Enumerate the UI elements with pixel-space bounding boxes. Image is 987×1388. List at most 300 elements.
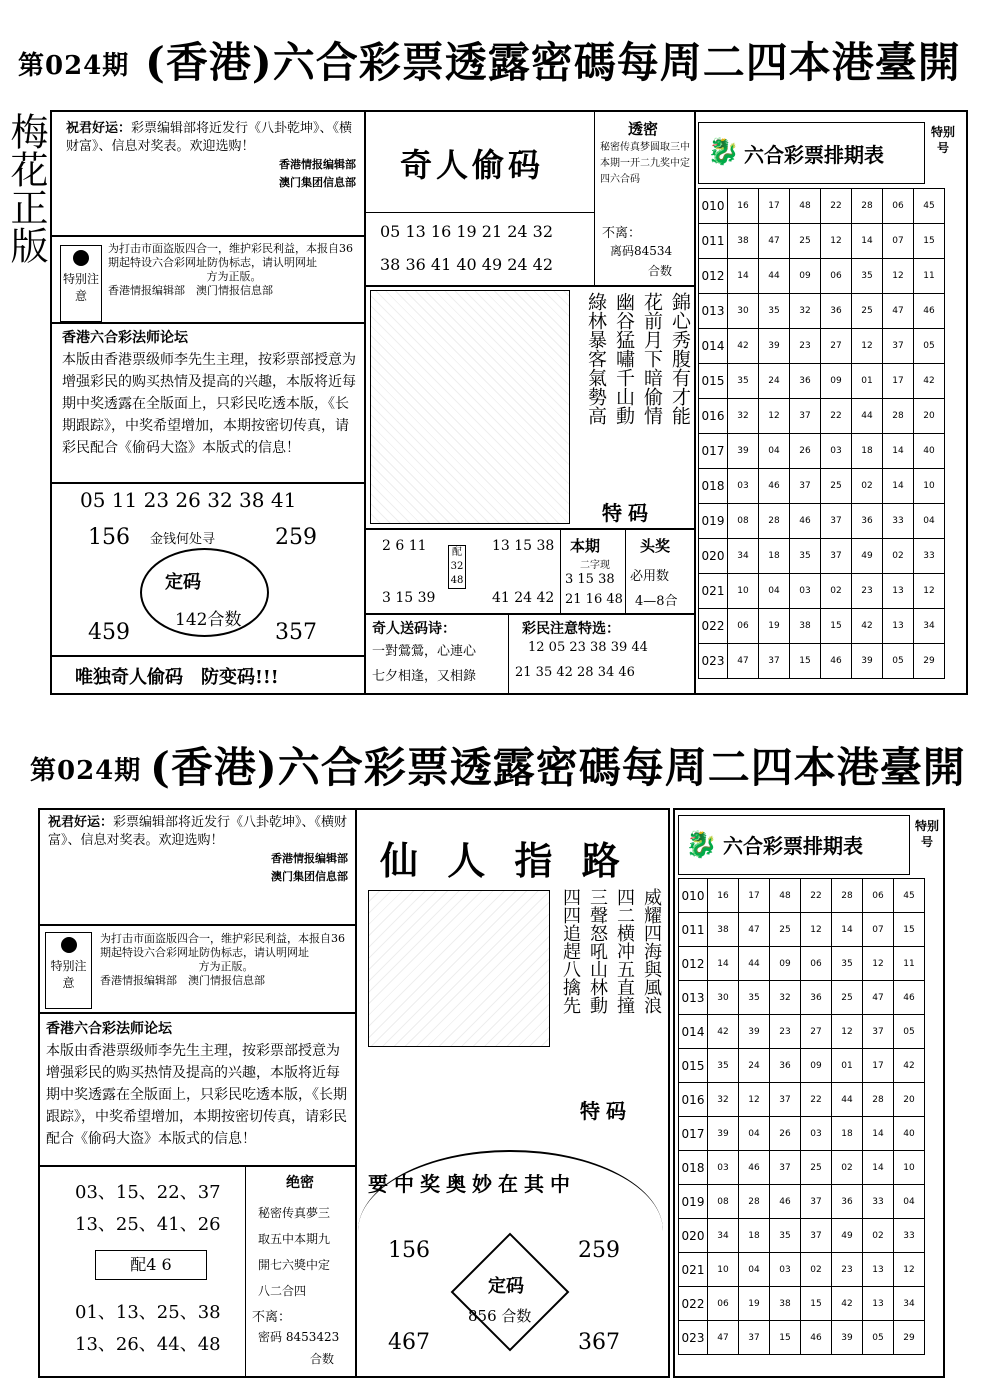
period-cell: 018: [679, 1151, 708, 1185]
number-cell: 33: [863, 1185, 894, 1219]
divider: [52, 655, 364, 657]
poem-line-4: 綠林暴客氣勢高: [585, 292, 607, 425]
divider: [40, 1165, 355, 1167]
forum-title: 香港六合彩法师论坛: [46, 1021, 172, 1037]
top-n-tr: 259: [275, 525, 317, 550]
number-cell: 37: [759, 644, 790, 679]
number-cell: 40: [894, 1117, 925, 1151]
number-cell: 14: [852, 224, 883, 259]
schedule-row: [699, 364, 945, 399]
number-cell: 19: [739, 1287, 770, 1321]
number-cell: 06: [883, 189, 914, 224]
number-cell: 06: [821, 259, 852, 294]
schedule-row: [699, 259, 945, 294]
number-cell: 26: [770, 1117, 801, 1151]
period-cell: 021: [679, 1253, 708, 1287]
divider: [594, 110, 595, 285]
figures-illustration: [370, 290, 570, 524]
bottom-n-tr: 259: [578, 1238, 620, 1263]
number-cell: 35: [852, 259, 883, 294]
schedule-row: [699, 189, 945, 224]
number-cell: 38: [728, 224, 759, 259]
poem-line-3: 幽谷猛嘯千山動: [613, 292, 635, 425]
number-cell: 27: [801, 1015, 832, 1049]
divider: [52, 322, 364, 324]
period-cell: 014: [679, 1015, 708, 1049]
caimin-l2: 21 35 42 28 34 46: [515, 665, 635, 680]
schedule-table-bottom: [678, 878, 925, 1355]
divider: [40, 1012, 355, 1014]
notice-label: 特别注意: [62, 272, 99, 303]
caimin-l1: 12 05 23 38 39 44: [528, 640, 648, 655]
number-cell: 03: [770, 1253, 801, 1287]
period-cell: 017: [699, 434, 728, 469]
jm-line-2: 取五中本期九: [258, 1232, 331, 1246]
period-cell: 010: [679, 879, 708, 913]
number-cell: 28: [832, 879, 863, 913]
bottom-tema: 特码: [580, 1099, 632, 1123]
divider: [40, 924, 355, 926]
number-cell: 33: [914, 539, 945, 574]
number-cell: 40: [914, 434, 945, 469]
number-cell: 46: [914, 294, 945, 329]
poem-line-4: 四四追趕八擒先: [560, 888, 581, 1014]
mountain-illustration: [368, 890, 550, 1047]
tm-body: 秘密传真梦圆取三中本期一开二九奖中定四六合码: [600, 142, 690, 185]
header-title: (香港)六合彩票透露密碼每周二四本港臺開: [145, 38, 961, 87]
bottom-dingma: 定码: [488, 1276, 524, 1297]
number-cell: 12: [852, 329, 883, 364]
forum-body: 本版由香港票级师李先生主理，按彩票部授意为增强彩民的购买热情及提高的兴趣，本版将近每期中奖透露在全版面上，只彩民吃透本版，《长期跟踪》，中奖希望增加，本期按密切传真，请彩民配合《偷码大盗》本版式的信息！: [46, 1043, 347, 1147]
qiren-l1: 一對鶯鶯，心連心: [372, 644, 477, 659]
number-cell: 02: [821, 574, 852, 609]
number-cell: 47: [883, 294, 914, 329]
schedule-row: [679, 1287, 925, 1321]
list2-b: 13、26、44、48: [75, 1334, 221, 1355]
bottom-n-br: 367: [578, 1330, 620, 1355]
forum-block: [46, 1018, 351, 1150]
period-cell: 020: [699, 539, 728, 574]
number-cell: 47: [728, 644, 759, 679]
number-cell: 28: [852, 189, 883, 224]
top-heshu: 142合数: [175, 610, 242, 630]
number-cell: 47: [863, 981, 894, 1015]
number-cell: 14: [863, 1117, 894, 1151]
schedule-row: [679, 879, 925, 913]
number-cell: 37: [801, 1219, 832, 1253]
schedule-head-top: [698, 122, 925, 184]
bottom-poem: [552, 888, 664, 1088]
number-cell: 36: [832, 1185, 863, 1219]
number-cell: 12: [832, 1015, 863, 1049]
period-cell: 015: [679, 1049, 708, 1083]
number-cell: 37: [770, 1083, 801, 1117]
number-cell: 10: [728, 574, 759, 609]
forum-body: 本版由香港票级师李先生主理，按彩票部授意为增强彩民的购买热情及提高的兴趣，本版将近每期中奖透露在全版面上，只彩民吃透本版，《长期跟踪》，中奖希望增加，本期按密切传真，请彩民配合《偷码大盗》本版式的信息！: [62, 352, 356, 456]
number-cell: 05: [863, 1321, 894, 1355]
notice-body: 为打击市面盗版四合一，维护彩民利益，本报自36期起特设六合彩网址防伪标志，请认明网址: [100, 932, 345, 959]
number-cell: 22: [801, 879, 832, 913]
number-cell: 47: [759, 224, 790, 259]
benqi-sub: 二字现: [580, 560, 610, 571]
number-cell: 37: [770, 1151, 801, 1185]
number-cell: 02: [863, 1219, 894, 1253]
number-cell: 36: [852, 504, 883, 539]
greeting-sig2: 澳门集团信息部: [279, 176, 356, 189]
number-cell: 48: [770, 879, 801, 913]
number-cell: 34: [728, 539, 759, 574]
jm-title: 绝密: [286, 1175, 314, 1191]
schedule-table-top: [698, 188, 945, 679]
schedule-row: [699, 644, 945, 679]
number-cell: 12: [883, 259, 914, 294]
number-cell: 33: [883, 504, 914, 539]
number-cell: 09: [770, 947, 801, 981]
divider: [364, 212, 594, 213]
period-cell: 019: [699, 504, 728, 539]
top-slogan: 唯独奇人偷码 防变码!!!: [75, 667, 279, 688]
period-cell: 018: [699, 469, 728, 504]
number-cell: 22: [801, 1083, 832, 1117]
jm-heshu: 合数: [310, 1352, 335, 1366]
poem-line-3: 三聲怒吼山林動: [587, 888, 608, 1014]
number-cell: 14: [863, 1151, 894, 1185]
number-cell: 38: [708, 913, 739, 947]
number-cell: 17: [883, 364, 914, 399]
schedule-head-bottom: [678, 815, 910, 875]
number-cell: 25: [801, 1151, 832, 1185]
number-cell: 06: [863, 879, 894, 913]
number-cell: 10: [914, 469, 945, 504]
mix-b: 3 15 39: [382, 590, 436, 606]
number-cell: 46: [770, 1185, 801, 1219]
number-cell: 12: [801, 913, 832, 947]
issue-label: 第024期: [18, 51, 130, 81]
number-cell: 01: [852, 364, 883, 399]
period-cell: 012: [679, 947, 708, 981]
period-cell: 016: [699, 399, 728, 434]
period-cell: 011: [699, 224, 728, 259]
divider: [52, 482, 364, 484]
divider: [694, 110, 696, 695]
number-cell: 12: [759, 399, 790, 434]
number-cell: 11: [894, 947, 925, 981]
bottom-n-bl: 467: [388, 1330, 430, 1355]
greeting-block: [48, 814, 348, 886]
number-cell: 37: [883, 329, 914, 364]
number-cell: 23: [770, 1015, 801, 1049]
schedule-row: [699, 329, 945, 364]
number-cell: 20: [894, 1083, 925, 1117]
number-cell: 35: [770, 1219, 801, 1253]
number-cell: 09: [821, 364, 852, 399]
number-cell: 24: [739, 1049, 770, 1083]
poem-line-1: 威耀四海與風浪: [641, 888, 662, 1014]
number-cell: 37: [739, 1321, 770, 1355]
divider: [364, 613, 694, 615]
number-cell: 16: [728, 189, 759, 224]
number-cell: 18: [759, 539, 790, 574]
number-cell: 39: [708, 1117, 739, 1151]
number-cell: 44: [759, 259, 790, 294]
tm-buli: 不离：: [602, 226, 642, 241]
qiren-l2: 七夕相逢，又相錄: [372, 669, 477, 684]
number-cell: 28: [739, 1185, 770, 1219]
notice-sig2: 澳门情报信息部: [188, 974, 265, 987]
top-poem: [575, 292, 693, 482]
number-cell: 14: [883, 434, 914, 469]
schedule-row: [699, 504, 945, 539]
top-dingma: 定码: [165, 572, 201, 593]
poem-line-1: 錦心秀腹有才能: [669, 292, 691, 425]
schedule-tebie: 特别号: [914, 819, 939, 849]
divider: [52, 235, 364, 237]
number-cell: 16: [708, 879, 739, 913]
number-cell: 20: [914, 399, 945, 434]
schedule-row: [699, 399, 945, 434]
number-cell: 01: [832, 1049, 863, 1083]
number-cell: 32: [708, 1083, 739, 1117]
number-cell: 25: [770, 913, 801, 947]
number-cell: 42: [914, 364, 945, 399]
number-cell: 06: [708, 1287, 739, 1321]
poem-line-2: 四二横冲五直撞: [614, 888, 635, 1014]
number-cell: 39: [728, 434, 759, 469]
number-cell: 39: [852, 644, 883, 679]
number-cell: 35: [832, 947, 863, 981]
bomb-icon: [61, 937, 77, 953]
toujiang-title: 头奖: [640, 537, 671, 555]
top-row1: 05 11 23 26 32 38 41: [80, 488, 297, 512]
number-cell: 12: [739, 1083, 770, 1117]
number-cell: 44: [739, 947, 770, 981]
notice-badge: [60, 245, 102, 322]
number-cell: 09: [790, 259, 821, 294]
number-cell: 36: [790, 364, 821, 399]
period-cell: 019: [679, 1185, 708, 1219]
notice-sig2: 澳门情报信息部: [196, 284, 273, 297]
divider: [355, 808, 357, 1378]
number-cell: 04: [739, 1253, 770, 1287]
divider: [245, 1165, 246, 1378]
schedule-row: [679, 1321, 925, 1355]
jm-line-3: 開七六獎中定: [258, 1258, 331, 1272]
number-cell: 49: [832, 1219, 863, 1253]
number-cell: 42: [728, 329, 759, 364]
jm-lines: [258, 1200, 353, 1304]
notice-badge: [45, 932, 92, 1009]
schedule-row: [699, 574, 945, 609]
number-cell: 34: [894, 1287, 925, 1321]
number-cell: 17: [863, 1049, 894, 1083]
number-cell: 42: [852, 609, 883, 644]
number-cell: 35: [708, 1049, 739, 1083]
number-cell: 03: [728, 469, 759, 504]
schedule-title: 六合彩票排期表: [744, 143, 884, 167]
number-cell: 18: [852, 434, 883, 469]
number-cell: 24: [759, 364, 790, 399]
number-cell: 28: [883, 399, 914, 434]
schedule-row: [679, 1083, 925, 1117]
bottom-n-tl: 156: [388, 1238, 430, 1263]
number-cell: 10: [708, 1253, 739, 1287]
number-cell: 02: [883, 539, 914, 574]
poem-line-2: 花前月下暗偷情: [641, 292, 663, 425]
number-cell: 05: [894, 1015, 925, 1049]
number-cell: 34: [708, 1219, 739, 1253]
number-cell: 25: [832, 981, 863, 1015]
schedule-row: [679, 981, 925, 1015]
number-cell: 46: [759, 469, 790, 504]
number-cell: 05: [914, 329, 945, 364]
mix-pei: 配32 48: [448, 545, 466, 589]
number-cell: 15: [790, 644, 821, 679]
number-cell: 22: [821, 189, 852, 224]
divider: [364, 528, 694, 530]
schedule-row: [699, 539, 945, 574]
number-cell: 37: [790, 399, 821, 434]
list2-a: 01、13、25、38: [75, 1302, 221, 1323]
number-cell: 12: [894, 1253, 925, 1287]
number-cell: 09: [801, 1049, 832, 1083]
bottom-arc-text: 要中奖奥妙在其中: [368, 1172, 576, 1196]
schedule-tebie: 特别号: [930, 125, 955, 155]
number-cell: 49: [852, 539, 883, 574]
number-cell: 14: [708, 947, 739, 981]
number-cell: 37: [821, 539, 852, 574]
notice-block: [100, 932, 352, 988]
schedule-row: [699, 469, 945, 504]
number-cell: 02: [852, 469, 883, 504]
number-cell: 04: [894, 1185, 925, 1219]
mix-a: 2 6 11: [382, 538, 427, 554]
tm-code: 离码84534: [610, 244, 673, 258]
schedule-row: [679, 913, 925, 947]
toujiang-l2: 4—8合: [635, 594, 678, 609]
number-cell: 07: [863, 913, 894, 947]
number-cell: 46: [790, 504, 821, 539]
tm-title: 透密: [627, 120, 658, 138]
number-cell: 15: [894, 913, 925, 947]
number-cell: 15: [821, 609, 852, 644]
number-cell: 25: [852, 294, 883, 329]
side-label: 梅花正版: [4, 112, 48, 264]
greeting-block: [66, 120, 356, 192]
number-cell: 04: [914, 504, 945, 539]
notice-sig1: 香港情报编辑部: [108, 284, 185, 297]
schedule-row: [679, 1015, 925, 1049]
bomb-icon: [73, 250, 89, 266]
number-cell: 10: [894, 1151, 925, 1185]
benqi-l2: 21 16 48: [565, 592, 623, 607]
number-cell: 39: [832, 1321, 863, 1355]
jm-line-4: 八二合四: [258, 1284, 307, 1298]
number-cell: 30: [708, 981, 739, 1015]
number-cell: 37: [863, 1015, 894, 1049]
schedule-row: [679, 1219, 925, 1253]
number-cell: 15: [914, 224, 945, 259]
number-cell: 02: [801, 1253, 832, 1287]
greeting-title: 祝君好运：: [48, 815, 114, 830]
number-cell: 29: [914, 644, 945, 679]
period-cell: 012: [699, 259, 728, 294]
schedule-row: [679, 1253, 925, 1287]
number-cell: 15: [770, 1321, 801, 1355]
number-cell: 36: [801, 981, 832, 1015]
number-cell: 02: [832, 1151, 863, 1185]
number-cell: 11: [914, 259, 945, 294]
notice-label: 特别注意: [50, 959, 87, 990]
number-cell: 44: [832, 1083, 863, 1117]
number-cell: 17: [759, 189, 790, 224]
divider: [625, 528, 626, 613]
number-cell: 13: [883, 609, 914, 644]
number-cell: 45: [914, 189, 945, 224]
notice-sig1: 香港情报编辑部: [100, 974, 177, 987]
number-cell: 35: [759, 294, 790, 329]
period-cell: 010: [699, 189, 728, 224]
number-cell: 38: [770, 1287, 801, 1321]
qiren-title: 奇人送码诗：: [372, 621, 456, 637]
number-cell: 36: [821, 294, 852, 329]
dragon-icon: 🐉: [707, 137, 740, 167]
caimin-title: 彩民注意特选：: [522, 621, 620, 637]
period-cell: 017: [679, 1117, 708, 1151]
number-cell: 03: [801, 1117, 832, 1151]
top-n-br: 357: [275, 620, 317, 645]
top-nums2: 38 36 41 40 49 24 42: [380, 255, 554, 274]
divider: [364, 285, 694, 287]
number-cell: 23: [790, 329, 821, 364]
number-cell: 39: [759, 329, 790, 364]
period-cell: 022: [679, 1287, 708, 1321]
number-cell: 37: [790, 469, 821, 504]
number-cell: 42: [832, 1287, 863, 1321]
period-cell: 011: [679, 913, 708, 947]
number-cell: 18: [739, 1219, 770, 1253]
period-cell: 021: [699, 574, 728, 609]
number-cell: 04: [759, 434, 790, 469]
number-cell: 06: [801, 947, 832, 981]
number-cell: 17: [739, 879, 770, 913]
number-cell: 04: [739, 1117, 770, 1151]
number-cell: 23: [852, 574, 883, 609]
number-cell: 13: [883, 574, 914, 609]
schedule-row: [699, 434, 945, 469]
divider: [560, 528, 561, 613]
benqi-l1: 3 15 38: [565, 572, 615, 587]
number-cell: 04: [759, 574, 790, 609]
notice-body: 为打击市面盗版四合一，维护彩民利益，本报自36期起特设六合彩网址防伪标志，请认明网址: [108, 242, 353, 269]
greeting-sig1: 香港情报编辑部: [279, 158, 356, 171]
number-cell: 19: [759, 609, 790, 644]
number-cell: 46: [894, 981, 925, 1015]
bottom-title: 仙 人 指 路: [380, 838, 628, 883]
number-cell: 13: [863, 1287, 894, 1321]
period-cell: 013: [679, 981, 708, 1015]
number-cell: 27: [821, 329, 852, 364]
number-cell: 37: [821, 504, 852, 539]
notice-tail: 方为正版。: [198, 960, 254, 973]
period-cell: 013: [699, 294, 728, 329]
number-cell: 23: [832, 1253, 863, 1287]
number-cell: 44: [852, 399, 883, 434]
list1-a: 03、15、22、37: [75, 1182, 221, 1203]
number-cell: 35: [728, 364, 759, 399]
number-cell: 03: [708, 1151, 739, 1185]
number-cell: 06: [728, 609, 759, 644]
dragon-icon: 🐉: [685, 830, 718, 860]
